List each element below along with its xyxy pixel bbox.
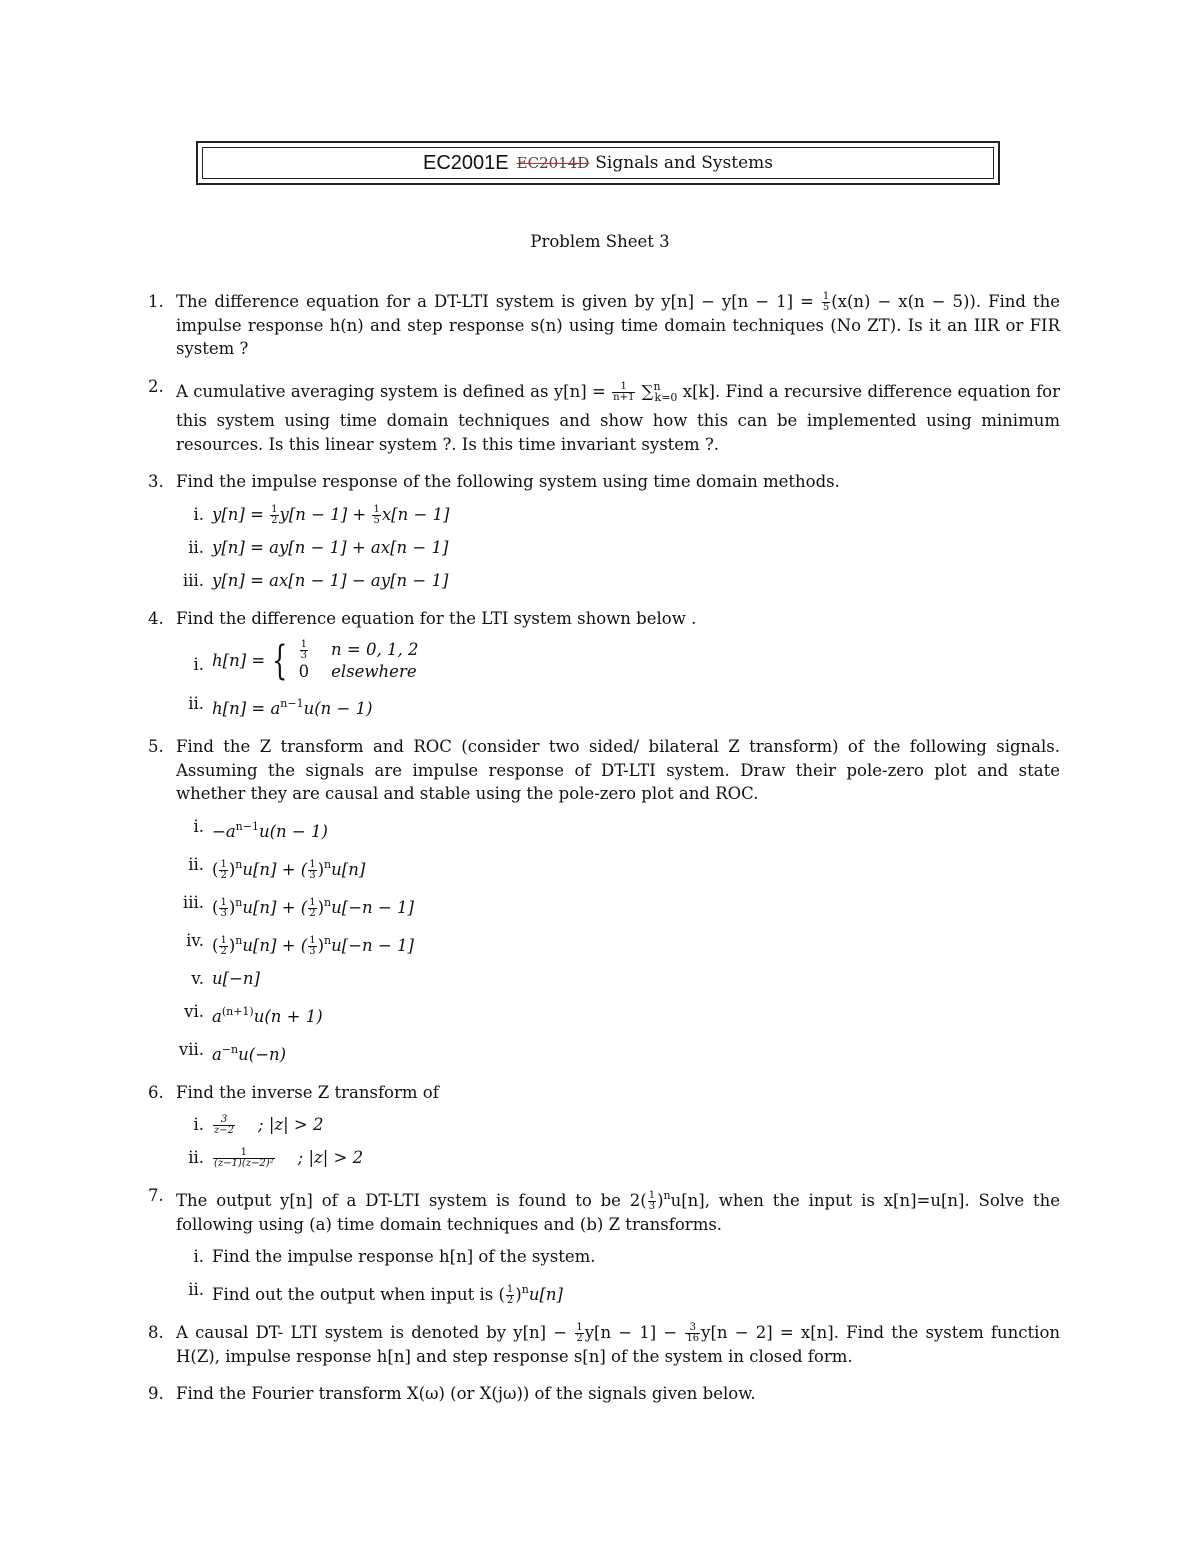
subproblem: v. u[−n] [191, 968, 260, 988]
problem-4 [148, 607, 1060, 722]
subproblem: ii. $\frac{1}{\text{(z−1)(z−2)²}}$ ; |z| > 2 [188, 1147, 364, 1169]
subproblem: i. h[n] = { $\frac{1}{3}$ n = 0, 1, 2 0 elsewhere [193, 638, 419, 684]
problem-number: 7. [148, 1186, 164, 1205]
problem-text: x[k]. Find a recursive difference equation for this system using time domain techniques and show how this can be implemented using minimum resources. Is this linear system ?. Is this time invariant system ?. [176, 381, 1061, 454]
fraction: $\frac{1}{2}$ [506, 1284, 514, 1306]
fraction: $\frac{3}{16}$ [686, 1322, 700, 1344]
problem-text: y[n − 2] = x[n]. Find the system function H(Z), impulse response h[n] and step response s[n] of the system in closed form. [176, 1323, 1061, 1366]
subproblem: vii. $a^{-n}u(-n)$ [178, 1039, 287, 1064]
fraction: $\frac{1}{2}$ [220, 934, 227, 957]
course-header-inner [202, 147, 994, 179]
problem-1 [148, 290, 1060, 361]
subproblem: ii. $h[n] = a^{n-1}u(n - 1)$ [188, 694, 373, 718]
problem-number: 3. [148, 472, 164, 491]
problem-text: u[n], when the input is x[n]=u[n]. Solve the following using (a) time domain techniques and (b) Z transforms. [176, 1191, 1060, 1234]
problem-5 [148, 735, 1060, 1067]
fraction: $\frac{1}{2}$ [309, 896, 316, 919]
problem-text: Find the difference equation for the LTI system shown below . [176, 608, 697, 628]
problem-text: A causal DT- LTI system is denoted by y[n] − [176, 1323, 575, 1342]
subproblem: i. Find the impulse response h[n] of the system. [193, 1247, 596, 1266]
problem-text: Find the Fourier transform X(ω) (or X(jω)) of the signals given below. [176, 1384, 756, 1403]
subproblem: i. $-a^{n-1}u(n - 1)$ [193, 816, 328, 841]
fraction: $\frac{3}{z-2}$ [214, 1114, 235, 1136]
problem-text: The difference equation for a DT-LTI system is given by y[n] − y[n − 1] = [176, 292, 821, 311]
problem-number: 8. [148, 1323, 164, 1342]
fraction: $\frac{1}{2}$ [220, 858, 227, 881]
course-code: EC2001E [423, 151, 509, 174]
fraction: $\frac{1}{5}$ [822, 291, 830, 313]
summation-symbol: ∑ [641, 381, 654, 401]
problem-8: 8. A causal DT- LTI system is denoted by y[n] − $\frac{1}{2}$ y[n − 1] − $\frac{3}{16}$ y[n − 2] = x[n]. Find the system function H(Z), impulse response h[n] and step response s[n] of the system in closed form. [148, 1322, 1061, 1366]
problem-text: (x(n) − x(n − 5)). Find the impulse response h(n) and step response s(n) using time domain techniques (No ZT). Is it an IIR or FIR system ? [176, 292, 1060, 358]
fraction: $\frac{1}{2}$ [576, 1322, 583, 1344]
problem-3 [148, 470, 1060, 593]
old-course-code-struck: EC2014D [516, 154, 590, 172]
fraction: $\frac{1}{\text{(z−1)(z−2)²}}$ [214, 1147, 274, 1169]
course-name: Signals and Systems [595, 153, 773, 173]
problem-number: 9. [148, 1384, 164, 1403]
problem-2 [148, 375, 1060, 457]
problem-number: 4. [148, 608, 164, 628]
problem-6 [148, 1081, 1060, 1171]
fraction: $\frac{1}{3}$ [300, 639, 308, 661]
fraction: $\frac{1}{3}$ [309, 858, 316, 881]
problem-text: Find the Z transform and ROC (consider two sided/ bilateral Z transform) of the following signals. Assuming the signals are impulse response of DT-LTI system. Draw their pole-zero plot and state whether they are causal and stable using the pole-zero plot and ROC. [176, 737, 1060, 803]
fraction: $\frac{1}{5}$ [373, 503, 380, 526]
fraction: $\frac{1}{3}$ [309, 934, 316, 957]
fraction: $\frac{1}{3}$ [648, 1190, 656, 1212]
problem-7: 7. The output y[n] of a DT-LTI system is found to be 2( $\frac{1}{3}$ )$^n$u[n], when the input is x[n]=u[n]. Solve the following using (a) time domain techniques and (b) Z transforms. i. Find the impulse response h[n] of the system. ii. Find out the output when input is ( $\frac{1}{2}$ )$^n$u[n] [148, 1186, 1060, 1306]
problem-text: Find the impulse response of the following system using time domain methods. [176, 472, 840, 491]
problem-number: 5. [148, 737, 164, 756]
piecewise-cases: { $\frac{1}{3}$ n = 0, 1, 2 0 elsewhere [272, 638, 419, 684]
fraction: $\frac{1}{n+1}$ [613, 380, 635, 403]
problem-text: The output y[n] of a DT-LTI system is found to be 2( [176, 1191, 647, 1210]
region-of-convergence: ; |z| > 2 [297, 1148, 364, 1167]
problem-number: 1. [148, 292, 164, 311]
subproblem: ii. Find out the output when input is ( $\frac{1}{2}$ )$^n$u[n] [188, 1280, 563, 1306]
problem-number: 2. [148, 376, 164, 396]
subproblem: i. y[n] = $\frac{1}{2}$ y[n − 1] + $\frac{1}{5}$ x[n − 1] [193, 503, 450, 526]
problem-text: Find the inverse Z transform of [176, 1082, 439, 1102]
region-of-convergence: ; |z| > 2 [258, 1115, 324, 1134]
problem-list [148, 290, 1060, 1420]
subproblem: i. $\frac{3}{z-2}$ ; |z| > 2 [193, 1114, 324, 1136]
summation-upper: n [653, 379, 661, 393]
problem-number: 6. [148, 1082, 164, 1102]
summation-lower: k=0 [654, 390, 678, 404]
subproblem: vi. $a^{(n+1)}u(n + 1)$ [184, 1001, 323, 1026]
subproblem: iv. ( $\frac{1}{2}$ )$^n$u[n] + ( $\frac{1}{3}$ )$^n$u[−n − 1] [186, 930, 414, 957]
problem-9 [148, 1382, 1060, 1406]
problem-text: A cumulative averaging system is defined as y[n] = [176, 381, 612, 401]
fraction: $\frac{1}{3}$ [220, 896, 227, 919]
course-header-box [196, 141, 1000, 185]
sheet-title: Problem Sheet 3 [530, 232, 670, 251]
subproblem: ii. y[n] = ay[n − 1] + ax[n − 1] [188, 537, 449, 557]
subproblem: ii. ( $\frac{1}{2}$ )$^n$u[n] + ( $\frac{1}{3}$ )$^n$u[n] [188, 854, 366, 881]
subproblem: iii. ( $\frac{1}{3}$ )$^n$u[n] + ( $\frac{1}{2}$ )$^n$u[−n − 1] [182, 892, 414, 919]
fraction: $\frac{1}{2}$ [271, 503, 278, 526]
subproblem: iii. y[n] = ax[n − 1] − ay[n − 1] [182, 570, 449, 590]
